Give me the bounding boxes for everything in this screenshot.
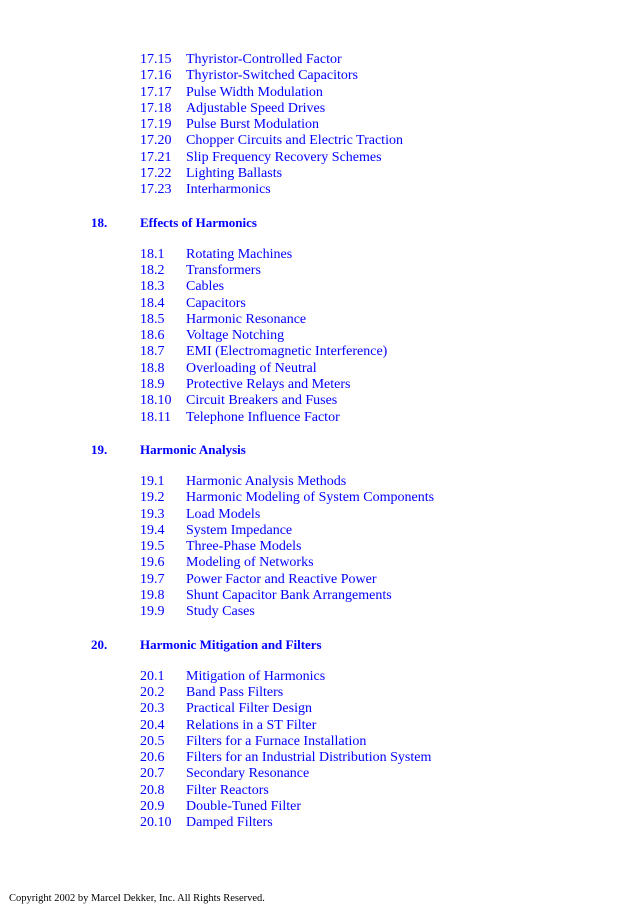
entry-number: 18.7 xyxy=(140,344,165,360)
entry-number: 17.17 xyxy=(140,84,172,100)
entry-title[interactable]: Filters for an Industrial Distribution System xyxy=(186,750,432,766)
toc-entry[interactable] xyxy=(0,166,638,182)
entry-number: 20.10 xyxy=(140,815,172,831)
entry-title[interactable]: Adjustable Speed Drives xyxy=(186,100,326,116)
entry-number: 17.19 xyxy=(140,117,172,133)
toc-entry[interactable] xyxy=(0,750,638,766)
toc-entry[interactable] xyxy=(0,150,638,166)
entry-title[interactable]: Study Cases xyxy=(186,604,255,620)
entry-number: 17.23 xyxy=(140,182,172,198)
chapter-title[interactable]: Harmonic Analysis xyxy=(140,441,246,457)
entry-number: 19.5 xyxy=(140,539,165,555)
toc-entry[interactable] xyxy=(0,766,638,782)
entry-title[interactable]: Filters for a Furnace Installation xyxy=(186,733,367,749)
entry-title[interactable]: Double-Tuned Filter xyxy=(186,798,301,814)
chapter-title[interactable]: Harmonic Mitigation and Filters xyxy=(140,636,322,652)
entry-number: 17.21 xyxy=(140,149,172,165)
toc-entry[interactable] xyxy=(0,101,638,117)
toc-entry[interactable] xyxy=(0,555,638,571)
toc-entry[interactable] xyxy=(0,296,638,312)
chapter-heading[interactable] xyxy=(0,442,638,458)
toc-entry[interactable] xyxy=(0,263,638,279)
entry-number: 20.7 xyxy=(140,766,165,782)
table-of-contents xyxy=(0,52,638,832)
entry-title[interactable]: Filter Reactors xyxy=(186,782,269,798)
copyright-footer: Copyright 2002 by Marcel Dekker, Inc. All Rights Reserved. xyxy=(9,893,265,904)
chapter-heading[interactable] xyxy=(0,215,638,231)
entry-number: 19.1 xyxy=(140,473,165,489)
entry-title[interactable]: Protective Relays and Meters xyxy=(186,377,351,393)
entry-number: 18.9 xyxy=(140,377,165,393)
toc-entry[interactable] xyxy=(0,377,638,393)
entry-number: 20.3 xyxy=(140,701,165,717)
toc-entry[interactable] xyxy=(0,85,638,101)
entry-title[interactable]: Thyristor-Controlled Factor xyxy=(186,52,342,67)
toc-entry[interactable] xyxy=(0,572,638,588)
entry-title[interactable]: Pulse Burst Modulation xyxy=(186,117,320,133)
entry-number: 18.8 xyxy=(140,360,165,376)
entry-title[interactable]: Chopper Circuits and Electric Traction xyxy=(186,133,403,149)
entry-title[interactable]: Transformers xyxy=(186,262,261,278)
entry-title[interactable]: Power Factor and Reactive Power xyxy=(186,571,377,587)
entry-title[interactable]: Three-Phase Models xyxy=(186,539,302,555)
entry-number: 17.18 xyxy=(140,100,172,116)
entry-title[interactable]: System Impedance xyxy=(186,522,293,538)
toc-chapter-20 xyxy=(0,637,638,832)
toc-chapter-19 xyxy=(0,442,638,621)
entry-title[interactable]: Harmonic Resonance xyxy=(186,311,307,327)
entry-number: 19.2 xyxy=(140,490,165,506)
toc-entry[interactable] xyxy=(0,815,638,831)
entry-number: 17.15 xyxy=(140,52,172,67)
entry-title[interactable]: Telephone Influence Factor xyxy=(186,409,340,425)
entry-title[interactable]: Load Models xyxy=(186,506,261,522)
toc-entry[interactable] xyxy=(0,52,638,68)
toc-entry[interactable] xyxy=(0,734,638,750)
toc-entry[interactable] xyxy=(0,701,638,717)
entry-title[interactable]: Pulse Width Modulation xyxy=(186,84,323,100)
toc-entry[interactable] xyxy=(0,393,638,409)
toc-entry[interactable] xyxy=(0,361,638,377)
entry-title[interactable]: Rotating Machines xyxy=(186,246,293,262)
toc-entry[interactable] xyxy=(0,604,638,620)
entry-title[interactable]: Mitigation of Harmonics xyxy=(186,668,326,684)
entry-title[interactable]: Harmonic Modeling of System Components xyxy=(186,490,435,506)
entry-number: 18.6 xyxy=(140,328,165,344)
entry-number: 18.1 xyxy=(140,246,165,262)
entry-number: 19.7 xyxy=(140,571,165,587)
entry-number: 20.6 xyxy=(140,750,165,766)
toc-entry[interactable] xyxy=(0,312,638,328)
entry-number: 20.5 xyxy=(140,733,165,749)
entry-title[interactable]: Overloading of Neutral xyxy=(186,360,317,376)
entry-number: 17.20 xyxy=(140,133,172,149)
entry-number: 18.5 xyxy=(140,311,165,327)
entry-title[interactable]: Harmonic Analysis Methods xyxy=(186,473,347,489)
toc-entry[interactable] xyxy=(0,410,638,426)
entry-number: 18.4 xyxy=(140,295,165,311)
entry-title[interactable]: Modeling of Networks xyxy=(186,555,314,571)
entry-number: 20.2 xyxy=(140,684,165,700)
entry-number: 20.4 xyxy=(140,717,165,733)
entry-number: 20.9 xyxy=(140,798,165,814)
entry-number: 20.1 xyxy=(140,668,165,684)
toc-entry[interactable] xyxy=(0,279,638,295)
entry-title[interactable]: Cables xyxy=(186,279,225,295)
entry-title[interactable]: Circuit Breakers and Fuses xyxy=(186,393,338,409)
entry-title[interactable]: EMI (Electromagnetic Interference) xyxy=(186,344,388,360)
entry-number: 18.10 xyxy=(140,393,172,409)
entry-title[interactable]: Relations in a ST Filter xyxy=(186,717,317,733)
toc-entry[interactable] xyxy=(0,685,638,701)
toc-entry[interactable] xyxy=(0,588,638,604)
entry-title[interactable]: Interharmonics xyxy=(186,182,271,198)
entry-title[interactable]: Slip Frequency Recovery Schemes xyxy=(186,149,382,165)
entry-title[interactable]: Band Pass Filters xyxy=(186,684,284,700)
entry-title[interactable]: Damped Filters xyxy=(186,815,273,831)
toc-chapter-18 xyxy=(0,215,638,426)
toc-entry[interactable] xyxy=(0,669,638,685)
toc-entry[interactable] xyxy=(0,783,638,799)
chapter-heading[interactable] xyxy=(0,637,638,653)
entry-number: 17.16 xyxy=(140,68,172,84)
entry-number: 20.8 xyxy=(140,782,165,798)
entry-title[interactable]: Secondary Resonance xyxy=(186,766,310,782)
entry-number: 19.6 xyxy=(140,555,165,571)
entry-title[interactable]: Lighting Ballasts xyxy=(186,166,283,182)
entry-title[interactable]: Practical Filter Design xyxy=(186,701,312,717)
toc-entry[interactable] xyxy=(0,117,638,133)
chapter-number: 19. xyxy=(91,441,108,457)
chapter-number: 18. xyxy=(91,214,108,230)
toc-entry[interactable] xyxy=(0,328,638,344)
entry-title[interactable]: Capacitors xyxy=(186,295,246,311)
entry-number: 19.9 xyxy=(140,604,165,620)
toc-entry[interactable] xyxy=(0,68,638,84)
toc-entry[interactable] xyxy=(0,799,638,815)
toc-section-17-continued xyxy=(0,52,638,199)
toc-entry[interactable] xyxy=(0,344,638,360)
toc-entry[interactable] xyxy=(0,247,638,263)
chapter-number: 20. xyxy=(91,636,108,652)
entry-number: 18.3 xyxy=(140,279,165,295)
toc-entry[interactable] xyxy=(0,490,638,506)
toc-entry[interactable] xyxy=(0,718,638,734)
entry-number: 18.2 xyxy=(140,262,165,278)
entry-number: 19.8 xyxy=(140,588,165,604)
toc-entry[interactable] xyxy=(0,507,638,523)
entry-number: 19.3 xyxy=(140,506,165,522)
toc-entry[interactable] xyxy=(0,182,638,198)
entry-title[interactable]: Shunt Capacitor Bank Arrangements xyxy=(186,588,392,604)
entry-number: 18.11 xyxy=(140,409,171,425)
entry-number: 19.4 xyxy=(140,522,165,538)
entry-number: 17.22 xyxy=(140,166,172,182)
entry-title[interactable]: Thyristor-Switched Capacitors xyxy=(186,68,358,84)
toc-entry[interactable] xyxy=(0,539,638,555)
entry-title[interactable]: Voltage Notching xyxy=(186,328,285,344)
toc-entry[interactable] xyxy=(0,474,638,490)
chapter-title[interactable]: Effects of Harmonics xyxy=(140,214,257,230)
toc-entry[interactable] xyxy=(0,523,638,539)
toc-entry[interactable] xyxy=(0,133,638,149)
